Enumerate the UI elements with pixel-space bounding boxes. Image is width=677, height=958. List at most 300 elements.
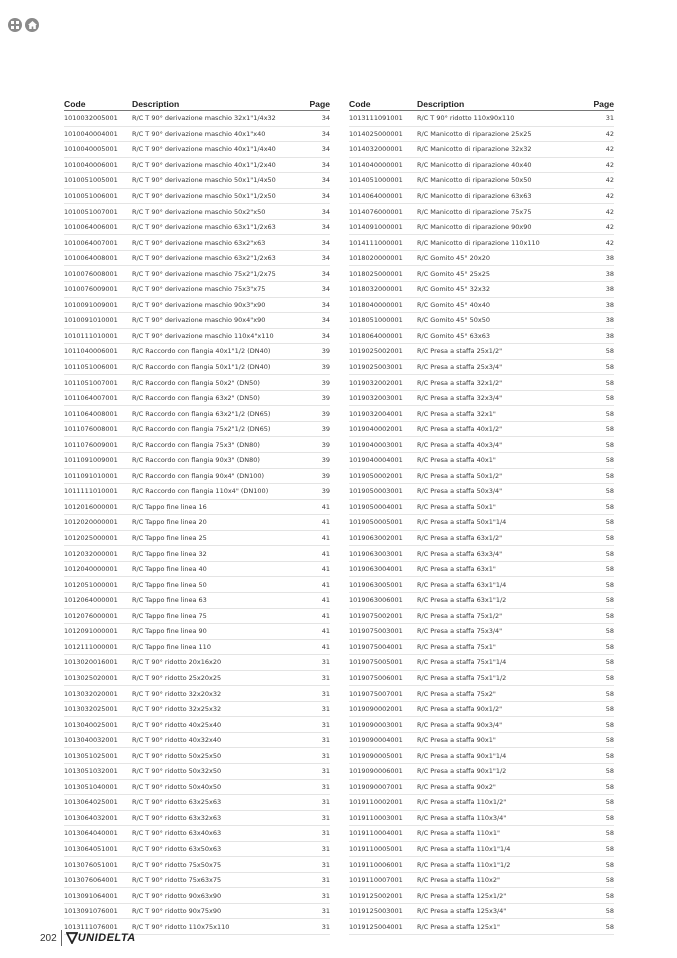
- product-description: R/C Gomito 45° 63x63: [417, 328, 592, 344]
- table-row: [349, 530, 614, 546]
- page-ref: 42: [592, 204, 614, 220]
- product-description: R/C T 90° ridotto 50x40x50: [132, 779, 308, 795]
- page-ref: 42: [592, 188, 614, 204]
- page-ref: 39: [308, 437, 330, 453]
- table-row: [64, 841, 330, 857]
- product-description: R/C T 90° derivazione maschio 90x4"x90: [132, 313, 308, 329]
- code-header: Code: [64, 98, 132, 111]
- product-code: 1010076009001: [64, 282, 132, 298]
- page-ref: 31: [308, 701, 330, 717]
- table-row: [64, 655, 330, 671]
- page-ref: 58: [592, 639, 614, 655]
- product-description: R/C Manicotto di riparazione 25x25: [417, 126, 592, 142]
- product-code: 1013111076001: [64, 919, 132, 935]
- product-description: R/C T 90° derivazione maschio 40x1"x40: [132, 126, 308, 142]
- product-code: 1012016000001: [64, 499, 132, 515]
- page-ref: 58: [592, 468, 614, 484]
- product-description: R/C Presa a staffa 125x1": [417, 919, 592, 935]
- product-code: 1013076064001: [64, 872, 132, 888]
- product-code: 1019075006001: [349, 670, 417, 686]
- product-code: 1013025020001: [64, 670, 132, 686]
- product-description: R/C Raccordo con flangia 50x1"1/2 (DN40): [132, 359, 308, 375]
- product-code: 1018064000001: [349, 328, 417, 344]
- table-row: [64, 732, 330, 748]
- page-ref: 58: [592, 779, 614, 795]
- product-description: R/C Presa a staffa 125x3/4": [417, 903, 592, 919]
- table-row: [64, 421, 330, 437]
- table-row: [349, 919, 614, 935]
- table-row: [349, 266, 614, 282]
- product-code: 1014064000001: [349, 188, 417, 204]
- page-ref: 58: [592, 841, 614, 857]
- table-row: [349, 686, 614, 702]
- product-description: R/C Presa a staffa 110x2": [417, 872, 592, 888]
- product-description: R/C Presa a staffa 25x1/2": [417, 344, 592, 360]
- left-column: [64, 98, 330, 935]
- product-code: 1018040000001: [349, 297, 417, 313]
- table-row: [64, 624, 330, 640]
- product-code: 1019075005001: [349, 655, 417, 671]
- product-description: R/C T 90° ridotto 40x25x40: [132, 717, 308, 733]
- product-code: 1019090005001: [349, 748, 417, 764]
- product-description: R/C Tappo fine linea 32: [132, 546, 308, 562]
- page-ref: 58: [592, 592, 614, 608]
- table-header: [64, 98, 330, 111]
- page-ref: 41: [308, 499, 330, 515]
- product-description: R/C T 90° derivazione maschio 63x2"x63: [132, 235, 308, 251]
- product-code: 1019063002001: [349, 530, 417, 546]
- page-ref: 39: [308, 453, 330, 469]
- product-description: R/C T 90° ridotto 110x75x110: [132, 919, 308, 935]
- table-row: [349, 857, 614, 873]
- product-code: 1011051006001: [64, 359, 132, 375]
- page-ref: 31: [308, 717, 330, 733]
- page-ref: 42: [592, 173, 614, 189]
- product-code: 1012076000001: [64, 608, 132, 624]
- product-code: 1012051000001: [64, 577, 132, 593]
- table-row: [349, 670, 614, 686]
- page-ref: 38: [592, 297, 614, 313]
- page-ref: 58: [592, 546, 614, 562]
- table-row: [64, 204, 330, 220]
- table-row: [349, 313, 614, 329]
- table-row: [349, 468, 614, 484]
- table-row: [64, 795, 330, 811]
- product-description: R/C Presa a staffa 75x1": [417, 639, 592, 655]
- table-row: [349, 592, 614, 608]
- table-row: [349, 235, 614, 251]
- product-code: 1019040003001: [349, 437, 417, 453]
- product-code: 1012020000001: [64, 515, 132, 531]
- product-code: 1018032000001: [349, 282, 417, 298]
- table-row: [64, 515, 330, 531]
- page-ref: 58: [592, 406, 614, 422]
- page-header: Page: [593, 99, 614, 109]
- product-code: 1019063005001: [349, 577, 417, 593]
- product-code: 1011064007001: [64, 390, 132, 406]
- page-ref: 58: [592, 763, 614, 779]
- product-description: R/C Presa a staffa 40x1": [417, 453, 592, 469]
- page-footer: [40, 930, 136, 946]
- product-description: R/C Raccordo con flangia 40x1"1/2 (DN40): [132, 344, 308, 360]
- product-code: 1011076009001: [64, 437, 132, 453]
- product-description: R/C T 90° ridotto 50x25x50: [132, 748, 308, 764]
- product-description: R/C T 90° ridotto 63x50x63: [132, 841, 308, 857]
- page-number: 202: [40, 932, 57, 944]
- page-ref: 58: [592, 903, 614, 919]
- table-row: [64, 157, 330, 173]
- table-row: [64, 250, 330, 266]
- page-ref: 58: [592, 499, 614, 515]
- product-code: 1012064000001: [64, 592, 132, 608]
- product-code: 1019025003001: [349, 359, 417, 375]
- page-ref: 58: [592, 872, 614, 888]
- product-code: 1013040025001: [64, 717, 132, 733]
- table-row: [64, 670, 330, 686]
- product-description: R/C Manicotto di riparazione 110x110: [417, 235, 592, 251]
- page-ref: 38: [592, 266, 614, 282]
- product-description: R/C T 90° ridotto 110x90x110: [417, 111, 592, 127]
- product-description: R/C T 90° ridotto 25x20x25: [132, 670, 308, 686]
- code-header: Code: [349, 98, 417, 111]
- table-row: [64, 639, 330, 655]
- page-header: Page: [309, 99, 330, 109]
- page-ref: 58: [592, 515, 614, 531]
- product-description: R/C Presa a staffa 90x1": [417, 732, 592, 748]
- table-row: [64, 219, 330, 235]
- product-code: 1014076000001: [349, 204, 417, 220]
- product-description: R/C T 90° ridotto 32x25x32: [132, 701, 308, 717]
- table-row: [64, 592, 330, 608]
- page-ref: 58: [592, 421, 614, 437]
- table-row: [64, 126, 330, 142]
- page-ref: 41: [308, 515, 330, 531]
- table-row: [64, 468, 330, 484]
- table-row: [64, 872, 330, 888]
- home-icon[interactable]: [25, 18, 39, 32]
- product-description: R/C Presa a staffa 63x1/2": [417, 530, 592, 546]
- product-description: R/C T 90° derivazione maschio 90x3"x90: [132, 297, 308, 313]
- top-navigation: [8, 18, 39, 32]
- page-ref: 41: [308, 639, 330, 655]
- logo-text: UNIDELTA: [77, 932, 136, 944]
- product-description: R/C Presa a staffa 75x1"1/4: [417, 655, 592, 671]
- table-row: [64, 173, 330, 189]
- product-code: 1019050004001: [349, 499, 417, 515]
- table-row: [349, 390, 614, 406]
- product-code: 1019090004001: [349, 732, 417, 748]
- table-row: [64, 453, 330, 469]
- page-ref: 58: [592, 655, 614, 671]
- product-description: R/C Manicotto di riparazione 75x75: [417, 204, 592, 220]
- product-description: R/C Manicotto di riparazione 50x50: [417, 173, 592, 189]
- page-ref: 58: [592, 577, 614, 593]
- table-row: [349, 297, 614, 313]
- table-row: [349, 328, 614, 344]
- product-description: R/C Presa a staffa 32x1/2": [417, 375, 592, 391]
- product-description: R/C T 90° derivazione maschio 50x2"x50: [132, 204, 308, 220]
- table-row: [64, 375, 330, 391]
- product-code: 1019050002001: [349, 468, 417, 484]
- product-description: R/C Presa a staffa 32x1": [417, 406, 592, 422]
- page-ref: 42: [592, 142, 614, 158]
- product-code: 1011064008001: [64, 406, 132, 422]
- page-ref: 41: [308, 624, 330, 640]
- product-description: R/C Raccordo con flangia 90x4" (DN100): [132, 468, 308, 484]
- page-ref: 38: [592, 282, 614, 298]
- product-description: R/C Presa a staffa 75x2": [417, 686, 592, 702]
- product-code: 1012025000001: [64, 530, 132, 546]
- product-code: 1019050003001: [349, 484, 417, 500]
- page-ref: 31: [308, 810, 330, 826]
- page-ref: 58: [592, 484, 614, 500]
- table-row: [349, 717, 614, 733]
- description-header: Description: [417, 98, 592, 111]
- product-code: 1019063006001: [349, 592, 417, 608]
- page-ref: 39: [308, 390, 330, 406]
- product-description: R/C Presa a staffa 50x3/4": [417, 484, 592, 500]
- page-ref: 31: [308, 872, 330, 888]
- page-ref: 31: [592, 111, 614, 127]
- table-row: [349, 484, 614, 500]
- table-row: [64, 344, 330, 360]
- product-description: R/C Presa a staffa 90x1"1/4: [417, 748, 592, 764]
- table-row: [64, 328, 330, 344]
- product-code: 1012032000001: [64, 546, 132, 562]
- product-code: 1019032003001: [349, 390, 417, 406]
- product-description: R/C Gomito 45° 40x40: [417, 297, 592, 313]
- page-ref: 41: [308, 608, 330, 624]
- product-code: 1014111000001: [349, 235, 417, 251]
- product-description: R/C T 90° derivazione maschio 63x2"1/2x63: [132, 250, 308, 266]
- product-code: 1019075003001: [349, 624, 417, 640]
- page-ref: 58: [592, 359, 614, 375]
- product-description: R/C Presa a staffa 50x1": [417, 499, 592, 515]
- page-ref: 34: [308, 173, 330, 189]
- product-description: R/C Raccordo con flangia 90x3" (DN80): [132, 453, 308, 469]
- table-row: [64, 577, 330, 593]
- table-row: [349, 437, 614, 453]
- page-ref: 58: [592, 826, 614, 842]
- table-row: [64, 297, 330, 313]
- product-code: 1010040004001: [64, 126, 132, 142]
- page-ref: 34: [308, 126, 330, 142]
- table-row: [349, 282, 614, 298]
- table-row: [349, 841, 614, 857]
- table-row: [349, 499, 614, 515]
- table-row: [349, 779, 614, 795]
- product-code: 1019040004001: [349, 453, 417, 469]
- page-ref: 58: [592, 717, 614, 733]
- product-code: 1019090007001: [349, 779, 417, 795]
- page-ref: 34: [308, 204, 330, 220]
- table-row: [64, 111, 330, 127]
- product-description: R/C T 90° derivazione maschio 40x1"1/4x40: [132, 142, 308, 158]
- product-description: R/C Presa a staffa 32x3/4": [417, 390, 592, 406]
- table-row: [349, 608, 614, 624]
- page-ref: 34: [308, 111, 330, 127]
- description-header: Description: [132, 98, 308, 111]
- product-code: 1013076051001: [64, 857, 132, 873]
- table-row: [64, 888, 330, 904]
- product-description: R/C Manicotto di riparazione 90x90: [417, 219, 592, 235]
- product-code: 1018025000001: [349, 266, 417, 282]
- table-row: [64, 686, 330, 702]
- product-description: R/C Manicotto di riparazione 63x63: [417, 188, 592, 204]
- page-ref: 34: [308, 219, 330, 235]
- product-description: R/C T 90° derivazione maschio 50x1"1/4x50: [132, 173, 308, 189]
- product-code: 1010076008001: [64, 266, 132, 282]
- product-code: 1019063003001: [349, 546, 417, 562]
- table-row: [349, 872, 614, 888]
- product-description: R/C Presa a staffa 110x1/2": [417, 795, 592, 811]
- product-code: 1019110002001: [349, 795, 417, 811]
- page-ref: 41: [308, 592, 330, 608]
- page-ref: 34: [308, 266, 330, 282]
- product-description: R/C Raccordo con flangia 63x2" (DN50): [132, 390, 308, 406]
- product-description: R/C Tappo fine linea 20: [132, 515, 308, 531]
- page-ref: 38: [592, 250, 614, 266]
- product-description: R/C T 90° ridotto 63x32x63: [132, 810, 308, 826]
- table-row: [349, 250, 614, 266]
- product-description: R/C T 90° derivazione maschio 75x2"1/2x75: [132, 266, 308, 282]
- page-ref: 58: [592, 390, 614, 406]
- product-code: 1010051006001: [64, 188, 132, 204]
- product-description: R/C Presa a staffa 75x1/2": [417, 608, 592, 624]
- logo-mark-icon: [66, 932, 78, 944]
- table-row: [64, 266, 330, 282]
- page-ref: 31: [308, 888, 330, 904]
- page-ref: 42: [592, 235, 614, 251]
- table-row: [64, 437, 330, 453]
- product-description: R/C Presa a staffa 75x1"1/2: [417, 670, 592, 686]
- product-code: 1010040006001: [64, 157, 132, 173]
- product-description: R/C Presa a staffa 63x1"1/4: [417, 577, 592, 593]
- table-row: [64, 748, 330, 764]
- page-ref: 38: [592, 313, 614, 329]
- table-row: [64, 282, 330, 298]
- page-ref: 41: [308, 530, 330, 546]
- product-code: 1019090002001: [349, 701, 417, 717]
- table-row: [349, 655, 614, 671]
- product-code: 1019110003001: [349, 810, 417, 826]
- product-code: 1012091000001: [64, 624, 132, 640]
- table-row: [349, 810, 614, 826]
- product-description: R/C Raccordo con flangia 63x2"1/2 (DN65): [132, 406, 308, 422]
- table-row: [349, 344, 614, 360]
- product-description: R/C T 90° derivazione maschio 63x1"1/2x63: [132, 219, 308, 235]
- page-ref: 34: [308, 188, 330, 204]
- table-row: [64, 499, 330, 515]
- product-code: 1011051007001: [64, 375, 132, 391]
- page-ref: 31: [308, 732, 330, 748]
- page-ref: 31: [308, 779, 330, 795]
- table-row: [64, 608, 330, 624]
- product-code: 1014091000001: [349, 219, 417, 235]
- page-ref: 58: [592, 888, 614, 904]
- product-code: 1014051000001: [349, 173, 417, 189]
- table-row: [349, 173, 614, 189]
- table-row: [349, 763, 614, 779]
- product-code: 1010040005001: [64, 142, 132, 158]
- product-description: R/C Presa a staffa 40x1/2": [417, 421, 592, 437]
- product-description: R/C Presa a staffa 63x1"1/2: [417, 592, 592, 608]
- product-table-left: [64, 98, 330, 935]
- page-ref: 39: [308, 375, 330, 391]
- product-description: R/C Presa a staffa 75x3/4": [417, 624, 592, 640]
- product-description: R/C Presa a staffa 90x1/2": [417, 701, 592, 717]
- product-code: 1010032005001: [64, 111, 132, 127]
- table-row: [349, 546, 614, 562]
- page-ref: 58: [592, 748, 614, 764]
- product-description: R/C Presa a staffa 90x1"1/2: [417, 763, 592, 779]
- product-code: 1019125002001: [349, 888, 417, 904]
- product-code: 1013051040001: [64, 779, 132, 795]
- page-ref: 31: [308, 763, 330, 779]
- table-row: [64, 406, 330, 422]
- table-row: [349, 795, 614, 811]
- product-code: 1013020016001: [64, 655, 132, 671]
- page-ref: 38: [592, 328, 614, 344]
- product-code: 1014025000001: [349, 126, 417, 142]
- page-ref: 58: [592, 624, 614, 640]
- page-ref: 31: [308, 841, 330, 857]
- page-ref: 58: [592, 686, 614, 702]
- table-row: [64, 235, 330, 251]
- product-description: R/C Presa a staffa 110x1"1/4: [417, 841, 592, 857]
- page-ref: 34: [308, 142, 330, 158]
- product-description: R/C T 90° ridotto 40x32x40: [132, 732, 308, 748]
- table-row: [349, 204, 614, 220]
- product-code: 1013091064001: [64, 888, 132, 904]
- page-ref: 58: [592, 375, 614, 391]
- table-row: [64, 484, 330, 500]
- product-code: 1011076008001: [64, 421, 132, 437]
- product-description: R/C Tappo fine linea 25: [132, 530, 308, 546]
- product-code: 1010051005001: [64, 173, 132, 189]
- table-row: [349, 903, 614, 919]
- table-row: [64, 810, 330, 826]
- product-code: 1011091010001: [64, 468, 132, 484]
- product-code: 1011111010001: [64, 484, 132, 500]
- page-ref: 42: [592, 219, 614, 235]
- product-description: R/C Raccordo con flangia 75x3" (DN80): [132, 437, 308, 453]
- page-ref: 42: [592, 157, 614, 173]
- page-ref: 31: [308, 748, 330, 764]
- product-description: R/C Presa a staffa 110x3/4": [417, 810, 592, 826]
- page-ref: 41: [308, 546, 330, 562]
- page-ref: 31: [308, 795, 330, 811]
- product-code: 1010064007001: [64, 235, 132, 251]
- product-code: 1013032020001: [64, 686, 132, 702]
- product-description: R/C Gomito 45° 50x50: [417, 313, 592, 329]
- product-description: R/C Raccordo con flangia 75x2"1/2 (DN65): [132, 421, 308, 437]
- product-description: R/C Tappo fine linea 50: [132, 577, 308, 593]
- table-row: [64, 763, 330, 779]
- product-description: R/C T 90° ridotto 75x50x75: [132, 857, 308, 873]
- page-ref: 58: [592, 670, 614, 686]
- page-ref: 58: [592, 857, 614, 873]
- grid-icon[interactable]: [8, 18, 22, 32]
- product-description: R/C T 90° ridotto 90x63x90: [132, 888, 308, 904]
- product-code: 1019125003001: [349, 903, 417, 919]
- product-description: R/C Presa a staffa 63x3/4": [417, 546, 592, 562]
- product-code: 1013051032001: [64, 763, 132, 779]
- product-code: 1013091076001: [64, 903, 132, 919]
- table-row: [64, 779, 330, 795]
- table-row: [349, 748, 614, 764]
- product-description: R/C Presa a staffa 110x1"1/2: [417, 857, 592, 873]
